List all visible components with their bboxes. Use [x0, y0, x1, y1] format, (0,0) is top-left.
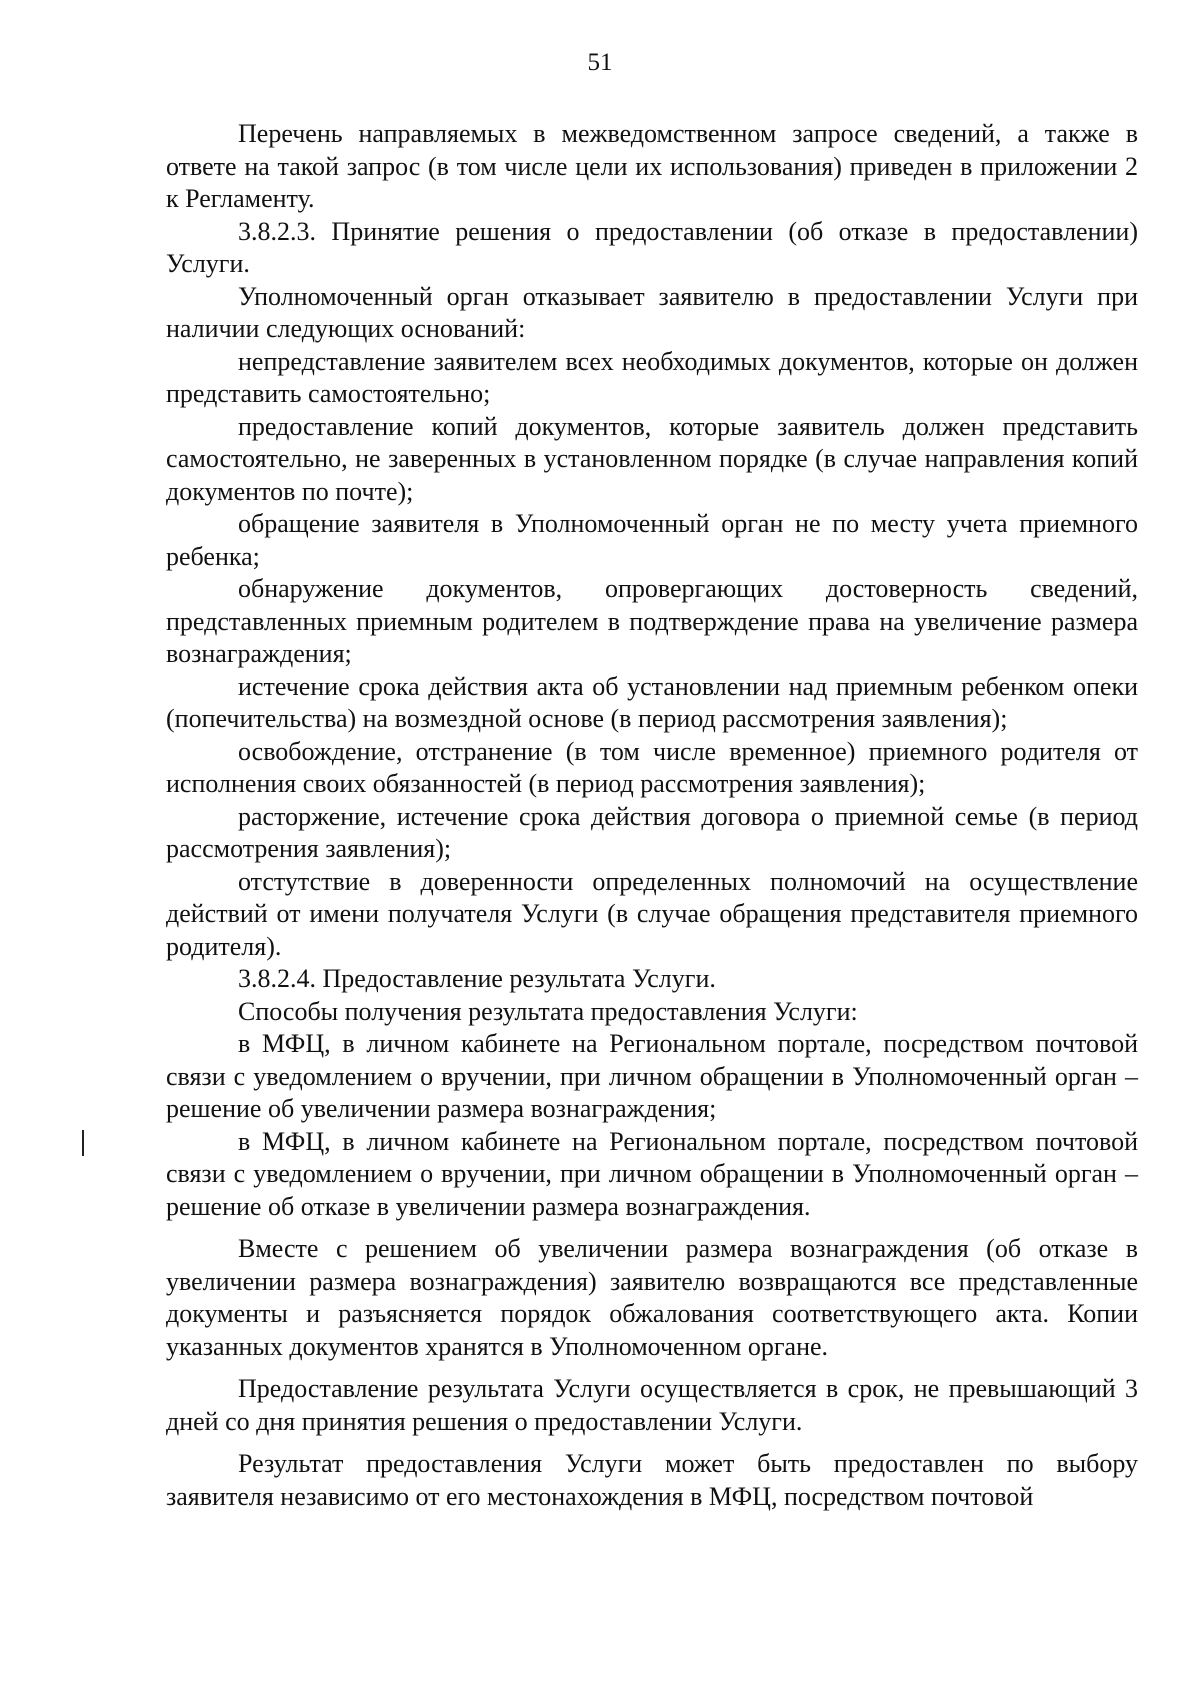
document-body [166, 118, 1138, 1513]
section-heading-3-8-2-4: 3.8.2.4. Предоставление результата Услуги. [238, 964, 716, 993]
list-item-refusal-ground: истечение срока действия акта об установлении над приемным ребенком опеки (попечительства) на возмездной основе (в период рассмотрения заявления); [166, 671, 1138, 733]
paragraph-result-deadline: Предоставление результата Услуги осуществляется в срок, не превышающий 3 дней со дня принятия решения о предоставлении Услуги. [166, 1374, 1138, 1436]
list-item-refusal-ground: расторжение, истечение срока действия договора о приемной семье (в период рассмотрения заявления); [166, 801, 1138, 863]
paragraph-documents-return: Вместе с решением об увеличении размера вознаграждения (об отказе в увеличении размера вознаграждения) заявителю возвращаются все представленные документы и разъясняется порядок обжалования соответствующего акта. Копии указанных документов хранятся в Уполномоченном органе. [166, 1234, 1138, 1361]
list-item-refusal-ground: обращение заявителя в Уполномоченный орган не по месту учета приемного ребенка; [166, 509, 1138, 571]
list-item-refusal-ground: освобождение, отстранение (в том числе временное) приемного родителя от исполнения своих обязанностей (в период рассмотрения заявления); [166, 736, 1138, 798]
section-heading-3-8-2-3: 3.8.2.3. Принятие решения о предоставлении (об отказе в предоставлении) Услуги. [166, 216, 1138, 278]
paragraph-result-delivery: Результат предоставления Услуги может быть предоставлен по выбору заявителя независимо от его местонахождения в МФЦ, посредством почтовой [166, 1449, 1138, 1511]
margin-revision-mark [82, 1130, 84, 1156]
paragraph-refusal-grounds-intro: Уполномоченный орган отказывает заявителю в предоставлении Услуги при наличии следующих оснований: [166, 281, 1138, 343]
list-item-refusal-ground: отстутствие в доверенности определенных полномочий на осуществление действий от имени получателя Услуги (в случае обращения представителя приемного родителя). [166, 866, 1138, 961]
list-item-refusal-ground: предоставление копий документов, которые заявитель должен представить самостоятельно, не заверенных в установленном порядке (в случае направления копий документов по почте); [166, 411, 1138, 506]
paragraph-result-methods-intro: Способы получения результата предоставления Услуги: [238, 996, 858, 1026]
page-number: 51 [587, 49, 613, 76]
list-item-refusal-ground: непредставление заявителем всех необходимых документов, которые он должен представить самостоятельно; [166, 346, 1138, 408]
list-item-refusal-ground: обнаружение документов, опровергающих достоверность сведений, представленных приемным родителем в подтверждение права на увеличение размера вознаграждения; [166, 574, 1138, 668]
paragraph-interagency-info: Перечень направляемых в межведомственном запросе сведений, а также в ответе на такой запрос (в том числе цели их использования) приведен в приложении 2 к Регламенту. [166, 119, 1138, 213]
list-item-result-method: в МФЦ, в личном кабинете на Региональном портале, посредством почтовой связи с уведомлением о вручении, при личном обращении в Уполномоченный орган – решение об отказе в увеличении размера вознаграждения. [166, 1126, 1138, 1221]
list-item-result-method: в МФЦ, в личном кабинете на Региональном портале, посредством почтовой связи с уведомлением о вручении, при личном обращении в Уполномоченный орган – решение об увеличении размера вознаграждения; [166, 1029, 1138, 1123]
